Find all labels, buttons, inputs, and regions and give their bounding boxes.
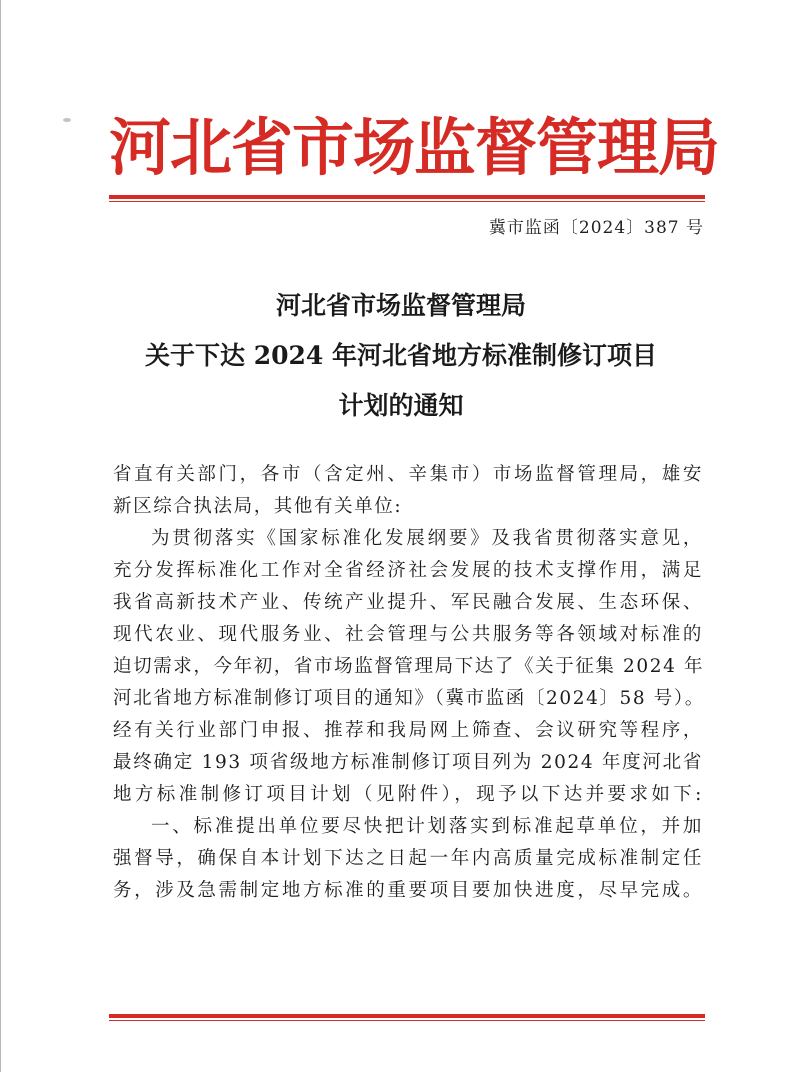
addressee-line: 省直有关部门，各市（含定州、辛集市）市场监督管理局，雄安 — [113, 464, 703, 485]
red-rule-bottom-thin — [109, 1020, 705, 1021]
notice-title-line-2: 关于下达 2024 年河北省地方标准制修订项目 — [145, 341, 657, 370]
scan-speck — [63, 118, 71, 122]
paragraph-line: 充分发挥标准化工作对全省经济社会发展的技术支撑作用，满足 — [113, 560, 703, 581]
notice-title-line-1: 河北省市场监督管理局 — [275, 291, 526, 320]
masthead-title: 河北省市场监督管理局 — [109, 111, 720, 184]
item-line: 务，涉及急需制定地方标准的重要项目要加快进度，尽早完成。 — [113, 880, 703, 901]
paragraph-line: 河北省地方标准制修订项目的通知》（冀市监函〔2024〕58 号）。 — [113, 688, 705, 709]
item-line: 强督导，确保自本计划下达之日起一年内高质量完成标准制定任 — [113, 848, 703, 869]
red-rule-bottom — [109, 1014, 705, 1018]
paragraph-line: 最终确定 193 项省级地方标准制修订项目列为 2024 年度河北省 — [113, 752, 703, 773]
document-number: 冀市监函〔2024〕387 号 — [488, 218, 704, 238]
paragraph-line: 经有关行业部门申报、推荐和我局网上筛查、会议研究等程序， — [113, 720, 703, 741]
red-rule-top-thin — [109, 201, 705, 202]
paragraph-line: 我省高新技术产业、传统产业提升、军民融合发展、生态环保、 — [113, 592, 703, 613]
paragraph-line: 为贯彻落实《国家标准化发展纲要》及我省贯彻落实意见， — [151, 528, 703, 549]
paragraph-line: 现代农业、现代服务业、社会管理与公共服务等各领域对标准的 — [113, 624, 703, 645]
paragraph-line: 地方标准制修订项目计划（见附件），现予以下达并要求如下: — [113, 784, 703, 805]
document-body — [113, 460, 703, 908]
paragraph-line: 迫切需求，今年初，省市场监督管理局下达了《关于征集 2024 年 — [113, 656, 705, 677]
red-rule-top — [109, 195, 705, 199]
notice-title-line-3: 计划的通知 — [338, 391, 464, 420]
item-line: 一、标准提出单位要尽快把计划落实到标准起草单位，并加 — [151, 816, 703, 837]
addressee-line: 新区综合执法局，其他有关单位: — [113, 496, 403, 517]
